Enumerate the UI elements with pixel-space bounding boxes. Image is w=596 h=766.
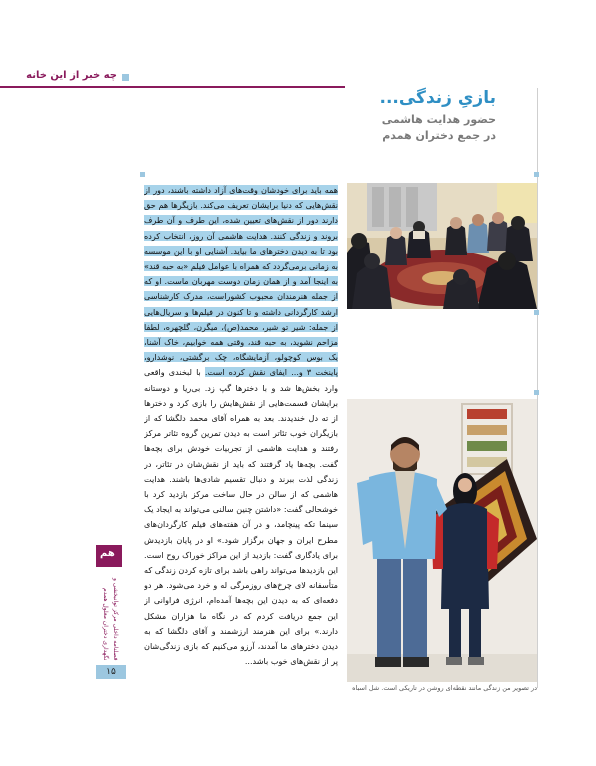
photo-caption: در تصویر من زندگی مانند نقطه‌ای روشن در تاریکی است. شل اسباه (352, 684, 537, 692)
corner-marker (534, 310, 539, 315)
group-photo (347, 183, 537, 309)
article-subtitle (296, 112, 496, 144)
group-photo-image (347, 183, 537, 309)
sidebar-vertical-text: فصلنامه داخلی مرکز توانبخشی و نگهداری دختران معلول همدم (102, 578, 119, 661)
vertical-rule (537, 88, 538, 688)
logo-text: هم (100, 548, 115, 559)
corner-marker (140, 172, 145, 177)
corner-marker (534, 172, 539, 177)
magazine-sidebar (96, 545, 122, 665)
page-number: ۱۵ (96, 665, 126, 679)
article-title: بازیِ زندگی... (379, 88, 496, 108)
body-highlighted-paragraph: همه باید برای خودشان وقت‌های آزاد داشته باشند، دور از نقش‌هایی که دنیا برایشان تعریف می‌کند. بازیگرها هم حق دارند دور از نقش‌های تعیین شده، این طرف و آن طرف بروند و زندگی کنند. هدایت هاشمی آن روز، انتخاب کرده بود تا به دیدن دخترهای ما بیاید. آشنایی او با این موسسه به زمانی برمی‌گردد که همراه با عوامل فیلم «به حبه قند» به اینجا آمد و از همان زمان دوست مهربان ماست. او که از جمله هنرمندان محبوب کشوراست، مدرک کارشناسی ارشد کارگردانی داشته و تا کنون در فیلم‌ها و سریال‌هایی از جمله: شیر تو شیر، محمد(ص)، میگرن، گلچهره، لطفا مزاحم نشوید، به حبه قند، وقتی همه خوابیم، خاک آشنا، یک بوس کوچولو، آزمایشگاه، چک برگشتی، نوشدارو، پاینخت ۳ و... ایفای نقش کرده است. (144, 185, 338, 378)
portrait-photo-image (347, 399, 537, 682)
subtitle-line-2: در جمع دختران همدم (382, 129, 496, 142)
magazine-logo (96, 545, 122, 567)
corner-marker (534, 390, 539, 395)
section-label: چه خبر از این خانه (26, 70, 117, 81)
portrait-photo (347, 399, 537, 682)
body-paragraph: با لبخندی واقعی وارد بخش‌ها شد و با دخترها گپ زد. بی‌ریا و دوستانه برایشان قسمت‌هایی از نقش‌هایش را بازی کرد و دخترها از ته دل خندیدند. بعد به همراه آقای محمد دلگشا که از بازیگران خوب تئاتر است به دیدن تمرین گروه تئاتر مرکز رفتند و هدایت هاشمی از تجربیات خودش برای بچه‌ها گفت. بچه‌ها یاد گرفتند که باید از نقش‌شان در تئاتر، در زندگی لذت ببرند و دنبال تقسیم شادی‌ها باشند. هدایت هاشمی که از سالن در حال ساخت مرکز بازدید کرد با خوشحالی گفت: «داشتن چنین سالنی می‌تواند به ایجاد یک سینما تکه پینچامد، و در آن هفته‌های فیلم کارگردان‌های مطرح ایران و جهان برگزار شود.» او در پایان بازدیدش برای یادگاری گفت: بازدید از این مراکز خوراک روح است. این بازدیدها می‌تواند راهی باشد برای تازه کردن زندگی که متأسفانه لای چرخ‌های روزمرگی له و خرد می‌شود. هر دو دفعه‌ای که به دیدن این بچه‌ها آمده‌ام، انرژی فراوانی از این جمع دریافت کردم که در نگاه ما هزاران مشکل دارند.» برای این هنرمند ارزشمند و آقای دلگشا که به دیدن دخترهای ما آمدند، آرزو می‌کنیم که بازی زندگی‌شان پر از نقش‌های خوب باشد... (144, 367, 338, 667)
section-divider (0, 86, 345, 88)
section-square-icon (122, 74, 129, 81)
subtitle-line-1: حضور هدایت هاشمی (381, 113, 496, 126)
article-body (144, 183, 338, 680)
